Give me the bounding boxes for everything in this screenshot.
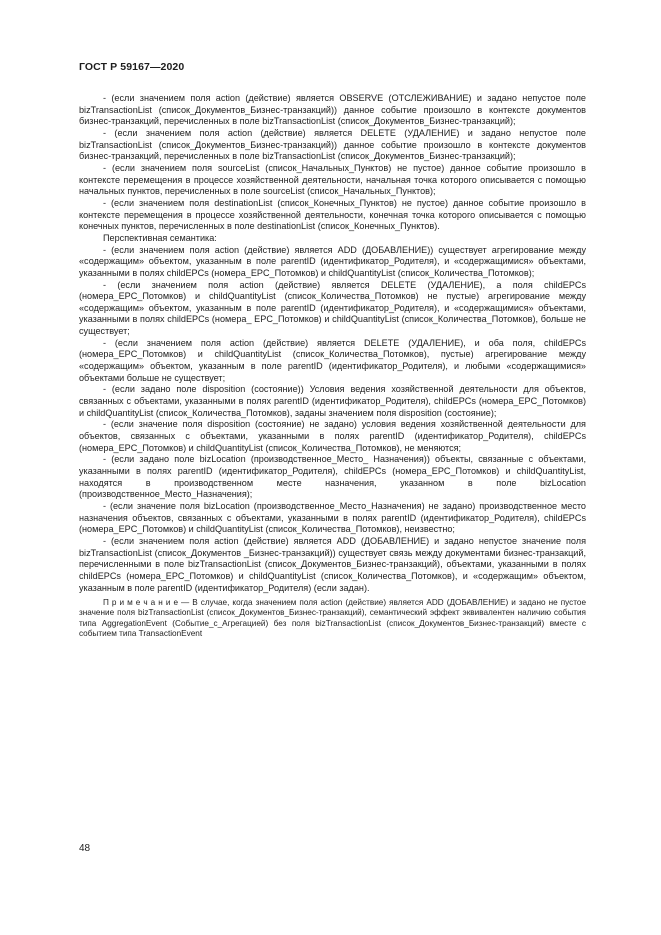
paragraph: - (если значением поля action (действие) является ADD (ДОБАВЛЕНИЕ) и задано непустое значение поля bizTransactionList (список_Документов _Бизнес-транзакций)) существует связь между документами бизнес-транзакций, перечисленными в поле bizTransactionList (список_Документов_Бизнес-транзакций), объектами, указанными в полях childEPCs (номера_EPC_Потомков) и childQuantityList (список_Количества_Потомков), и «содержащим» объектом, указанным в поле parentID (идентификатор_Родителя) (если задан). [79, 535, 586, 593]
paragraph: - (если значение поля bizLocation (производственное_Место_Назначения) не задано) производственное место назначения объектов, связанных с объектами, указанными в полях parentID (идентификатор_Родителя), childEPCs (номера_EPC_Потомков) и childQuantityList (список_Количества_Потомков), неизвестно; [79, 500, 586, 535]
paragraph: - (если значением поля action (действие) является DELETE (УДАЛЕНИЕ), а поля childEPCs (номера_EPC_Потомков) и childQuantityList (список_Количества_Потомков) не пустые) агрегирование между «содержащим» объектом, указанным в поле parentID (идентификатор_Родителя), и «содержащимися» объектами, указанными в полях childEPCs (номера_ EPC_Потомков) и childQuantityList (список_Количества_Потомков), больше не существует; [79, 279, 586, 337]
paragraph: - (если задано поле bizLocation (производственное_Место_ Назначения)) объекты, связанные с объектами, указанными в полях parentID (идентификатор_Родителя), childEPCs (номера_EPC_Потомков) и childQuantityList, находятся в производственном месте назначения, указанном в поле bizLocation (производственное_Место_Назначения); [79, 454, 586, 500]
note-text: — В случае, когда значением поля action (действие) является ADD (ДОБАВЛЕНИЕ) и задано не пустое значение поля bizTransactionList (список_Документов_Бизнес-транзакций), семантический эффект эквивалентен наличию события типа AggregationEvent (Событие_с_Агрегацией) без поля bizTransactionList (список_Документов_Бизнес-транзакций) вместе с событием типа TransactionEvent [79, 598, 587, 638]
paragraph: - (если значением поля sourceList (список_Начальных_Пунктов) не пустое) данное событие произошло в контексте перемещения в процессе хозяйственной деятельности, начальная точка которого описывается с помощью начальных пунктов, перечисленных в поле sourceList (список_Начальных_Пунктов); [79, 162, 586, 197]
page-number: 48 [79, 843, 91, 854]
note-label: П р и м е ч а н и е [103, 598, 179, 608]
paragraph: - (если задано поле disposition (состояние)) Условия ведения хозяйственной деятельности для объектов, связанных с объектами, указанными в полях parentID (идентификатор_Родителя), childEPCs (номера_EPC_Потомков) и childQuantityList (список_Количества_Потомков), заданы значением поля disposition (состояние); [79, 384, 586, 418]
paragraph: - (если значением поля action (действие) является ADD (ДОБАВЛЕНИЕ)) существует агрегирование между «содержащим» объектом, указанным в поле parentID (идентификатор_Родителя), и «содержащимися» объектами, указанными в полях childEPCs (номера_EPC_Потомков) и childQuantityList (список_Количества_Потомков); [79, 244, 586, 278]
paragraph: - (если значением поля action (действие) является DELETE (УДАЛЕНИЕ), и оба поля, childEPCs (номера_EPC_Потомков) и childQuantityList (список_Количества_Потомков), пустые) агрегирование между «содержащим» объектом, указанным в поле parentID (идентификатор_Родителя), и любыми «содержащимися» объектами больше не существует; [79, 337, 586, 383]
paragraph: - (если значением поля action (действие) является DELETE (УДАЛЕНИЕ) и задано непустое поле bizTransactionList (список_Документов_Бизнес-транзакций)) данное событие произошло в контексте документов бизнес-транзакций, перечисленных в поле bizTransactionList (список_Документов_Бизнес-транзакций); [79, 127, 586, 162]
paragraph: - (если значением поля destinationList (список_Конечных_Пунктов) не пустое) данное событие произошло в контексте перемещения в процессе хозяйственной деятельности, конечная точка которого описывается с помощью конечных пунктов, перечисленных в поле destinationList (список_Конечных_Пунктов). [79, 197, 586, 232]
document-body [79, 93, 586, 639]
paragraph: - (если значением поля action (действие) является OBSERVE (ОТСЛЕЖИВАНИЕ) и задано непустое поле bizTransactionList (список_Документов_Бизнес-транзакций)) данное событие произошло в контексте документов бизнес-транзакций, перечисленных в поле bizTransactionList (список_Документов_Бизнес-транзакций); [79, 93, 586, 127]
paragraph: - (если значение поля disposition (состояние) не задано) условия ведения хозяйственной деятельности для объектов, связанных с объектами, указанными в полях parentID (идентификатор_Родителя), childEPCs (номера_EPC_Потомков) и childQuantityList (список_Количества_Потомков), не меняются; [79, 419, 586, 453]
note-paragraph [79, 598, 586, 639]
page-header-standard: ГОСТ Р 59167—2020 [79, 61, 185, 73]
section-heading: Перспективная семантика: [103, 232, 217, 243]
